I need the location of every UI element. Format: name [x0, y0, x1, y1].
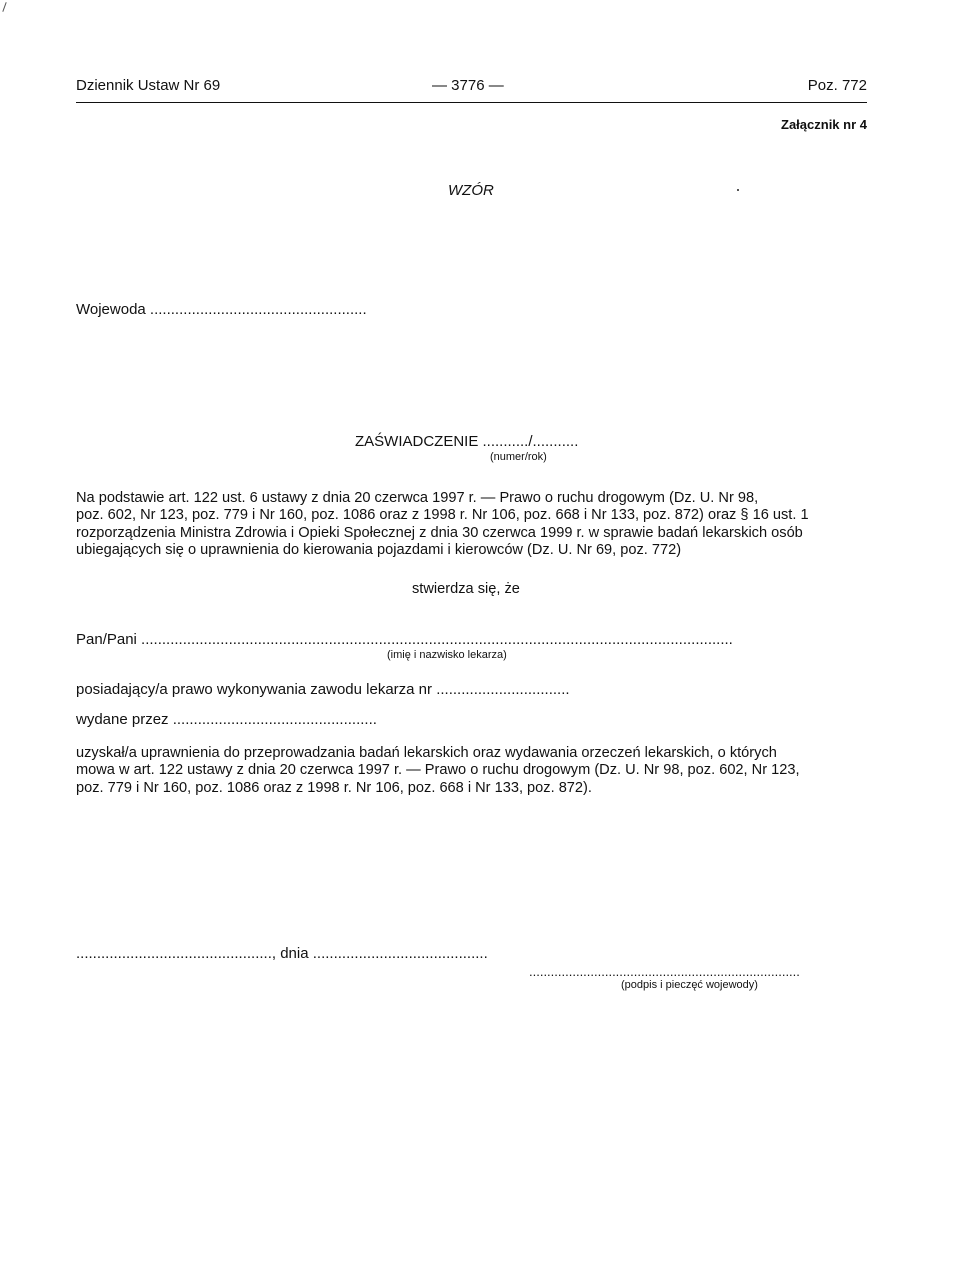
doctor-name-caption: (imię i nazwisko lekarza)	[387, 649, 507, 661]
legal-basis-line: poz. 602, Nr 123, poz. 779 i Nr 160, poz. 1086 oraz z 1998 r. Nr 106, poz. 668 i Nr 133, poz. 872) oraz § 16 ust. 1	[76, 507, 809, 524]
signature-caption: (podpis i pieczęć wojewody)	[621, 979, 758, 991]
authorization-line: uzyskał/a uprawnienia do przeprowadzania badań lekarskich oraz wydawania orzeczeń lekarskich, o których	[76, 745, 777, 761]
license-number-field: posiadający/a prawo wykonywania zawodu lekarza nr ................................	[76, 681, 570, 698]
doctor-name-field: Pan/Pani ..............................................................................................................................................	[76, 631, 733, 648]
issued-by-field: wydane przez .................................................	[76, 711, 377, 728]
scan-mark	[2, 2, 6, 12]
authorization-line: mowa w art. 122 ustawy z dnia 20 czerwca 1997 r. — Prawo o ruchu drogowym (Dz. U. Nr 98, poz. 602, Nr 123,	[76, 762, 800, 779]
legal-basis-line: Na podstawie art. 122 ust. 6 ustawy z dnia 20 czerwca 1997 r. — Prawo o ruchu drogowym (Dz. U. Nr 98,	[76, 490, 759, 506]
page-number: — 3776 —	[432, 77, 504, 94]
position-number: Poz. 772	[807, 77, 867, 94]
journal-title: Dziennik Ustaw Nr 69	[76, 77, 221, 94]
place-date-field: ..............................................., dnia ..........................................	[76, 945, 488, 962]
authorization-text	[76, 745, 876, 797]
signature-line: ...........................................................................	[529, 964, 800, 979]
scan-speck	[737, 189, 739, 191]
page-header	[76, 77, 867, 99]
certificate-title: ZAŚWIADCZENIE .........../...........	[355, 433, 579, 450]
legal-basis	[76, 490, 876, 560]
legal-basis-line: ubiegających się o uprawnienia do kierowania pojazdami i kierowców (Dz. U. Nr 69, poz. 772)	[76, 542, 682, 559]
certificate-number-caption: (numer/rok)	[490, 451, 547, 463]
statement-heading: stwierdza się, że	[412, 581, 520, 597]
authorization-line: poz. 779 i Nr 160, poz. 1086 oraz z 1998 r. Nr 106, poz. 668 i Nr 133, poz. 872).	[76, 779, 592, 796]
form-label: WZÓR	[448, 182, 494, 199]
wojewoda-field: Wojewoda ....................................................	[76, 301, 367, 318]
annex-label: Załącznik nr 4	[781, 117, 867, 132]
legal-basis-line: rozporządzenia Ministra Zdrowia i Opieki Społecznej z dnia 30 czerwca 1999 r. w sprawie badań lekarskich osób	[76, 524, 803, 541]
header-rule	[76, 102, 867, 103]
